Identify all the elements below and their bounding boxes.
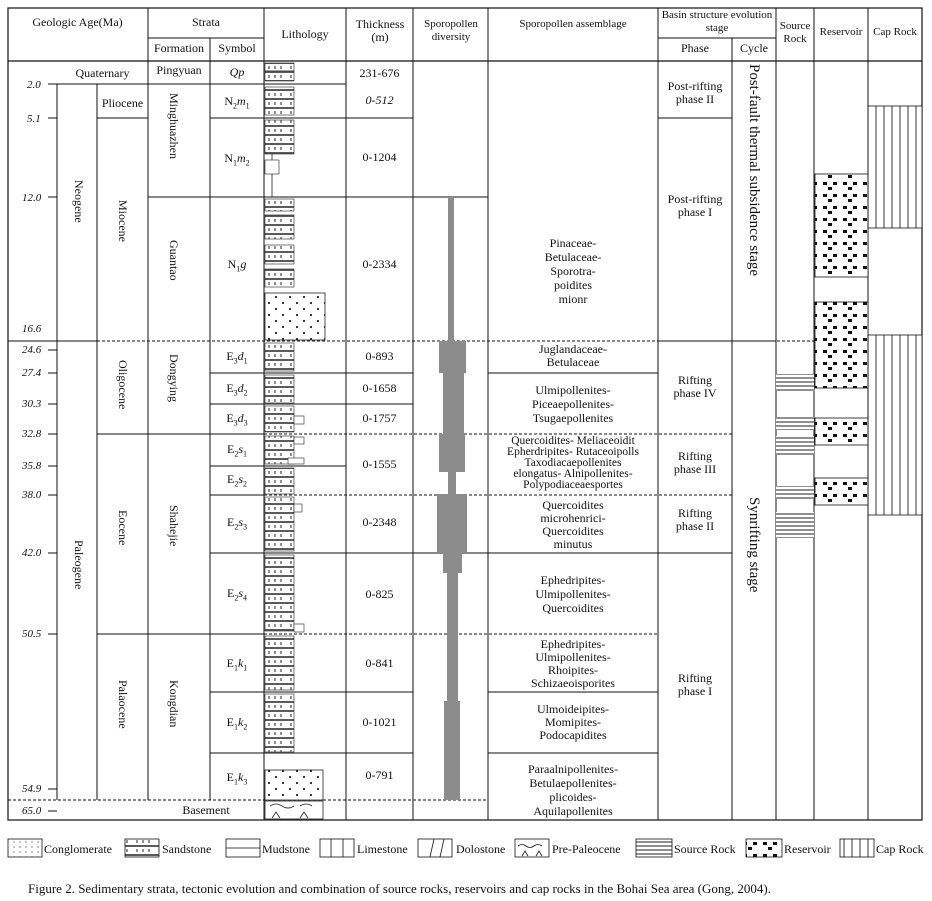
formation-minghuazhen: Minghuazhen <box>167 93 181 159</box>
age-label: 42.0 <box>22 547 42 559</box>
assemblage-e2s12: Quercoidites- Meliaceoidit Epherdripites- Rutaceoipolls Taxodiacaepollenites elongatus- Alnipollenites- Polypodiaceaesportes <box>507 435 639 491</box>
diversity-bars <box>437 197 467 800</box>
assemblage-e2s3: Quercoidites microhenrici- Quercoidites minutus <box>540 498 606 551</box>
thickness-value: 0-893 <box>365 349 394 363</box>
age-label: 24.6 <box>22 344 42 356</box>
thickness-value: 0-1204 <box>362 150 397 164</box>
symbol-n2m1: $N_2m_1$ <box>224 94 250 111</box>
age-label: 5.1 <box>27 113 41 125</box>
thickness-value: 0-2334 <box>362 257 397 271</box>
legend-conglomerate: Conglomerate <box>44 842 112 856</box>
header-lithology: Lithology <box>281 27 329 41</box>
assemblage-e3d23: Ulmipollenites- Piceaepollenites- Tsugaepollenites <box>532 383 614 425</box>
age-label: 27.4 <box>22 367 42 379</box>
formation-pingyuan: Pingyuan <box>156 63 202 77</box>
legend-prepaleocene: Pre-Paleocene <box>552 842 621 856</box>
assemblage-e1k1: Ephedripites- Ulmipollenites- Rhoipites- Schizaeoisporites <box>531 637 615 690</box>
symbol-e2s3: $E_2s_3$ <box>226 515 247 532</box>
legend-source-rock: Source Rock <box>674 842 736 856</box>
epoch-pliocene: Pliocene <box>101 96 144 110</box>
age-label: 32.8 <box>22 428 42 440</box>
phase-rift3: Rifting phase III <box>673 449 717 476</box>
period-paleogene: Paleogene <box>72 540 86 590</box>
phase-rift2: Rifting phase II <box>675 506 715 533</box>
header-source-rock: Source Rock <box>779 20 811 45</box>
thickness-value: 0-512 <box>365 93 394 107</box>
legend <box>8 839 874 857</box>
header-phase: Phase <box>681 41 709 55</box>
symbol-e1k3: $E_1k_3$ <box>226 770 248 787</box>
legend-cap-rock: Cap Rock <box>876 842 924 856</box>
symbol-n1g: $N_1g$ <box>227 257 247 274</box>
thickness-value: 0-1658 <box>362 381 397 395</box>
header-cycle: Cycle <box>740 41 768 55</box>
thickness-value: 0-841 <box>365 656 394 670</box>
thickness-value: 0-1555 <box>362 457 397 471</box>
symbol-e2s4: $E_2s_4$ <box>226 586 247 603</box>
cycle-post-fault: Post-fault thermal subsidence stage <box>746 64 762 277</box>
age-label: 65.0 <box>22 805 42 817</box>
age-label: 50.5 <box>22 628 42 640</box>
age-label: 54.9 <box>22 783 42 795</box>
figure-caption: Figure 2. Sedimentary strata, tectonic evolution and combination of source rocks, reservoirs and cap rocks in the Bohai Sea area (Gong, 2004). <box>28 881 771 896</box>
age-label: 30.3 <box>22 398 42 410</box>
age-label: 35.8 <box>22 460 42 472</box>
header-formation: Formation <box>154 41 204 55</box>
header-geologic-age: Geologic Age(Ma) <box>32 15 123 29</box>
period-quaternary: Quaternary <box>75 66 130 80</box>
symbol-e2s2: $E_2s_2$ <box>226 472 247 489</box>
cap-rock-column <box>868 106 922 515</box>
formation-dongying: Dongying <box>167 354 181 402</box>
symbol-e2s1: $E_2s_1$ <box>226 442 247 459</box>
thickness-value: 0-1757 <box>362 411 397 425</box>
thickness-value: 231-676 <box>359 66 400 80</box>
legend-reservoir: Reservoir <box>784 842 831 856</box>
thickness-value: 0-1021 <box>362 715 397 729</box>
thickness-value: 0-825 <box>365 587 394 601</box>
formation-guantao: Guantao <box>167 240 181 281</box>
header-reservoir: Reservoir <box>819 26 863 38</box>
epoch-oligocene: Oligocene <box>116 360 130 410</box>
age-label: 38.0 <box>22 489 42 501</box>
phase-post2: Post-rifting phase II <box>667 79 723 106</box>
age-label: 12.0 <box>22 192 42 204</box>
symbol-e1k2: $E_1k_2$ <box>226 715 248 732</box>
legend-mudstone: Mudstone <box>262 842 310 856</box>
thickness-value: 0-2348 <box>362 515 397 529</box>
epoch-miocene: Miocene <box>116 200 130 242</box>
thickness-value: 0-791 <box>365 768 394 782</box>
symbol-qp: Qp <box>229 65 245 79</box>
header-basin-stage: Basin structure evolution stage <box>661 9 773 34</box>
assemblage-guantao: Pinaceae- Betulaceae- Sporotra- poidites mionr <box>544 236 602 306</box>
legend-sandstone: Sandstone <box>162 842 212 856</box>
legend-dolostone: Dolostone <box>456 842 506 856</box>
assemblage-e1k3: Paraalnipollenites- Betulaepollenites- plicoides- Aquilapollenites <box>528 762 618 818</box>
source-rock-column <box>776 374 814 538</box>
phase-post1: Post-rifting phase I <box>667 192 723 219</box>
assemblage-e1k2: Ulmoideipites- Momipites- Podocapidites <box>537 702 609 742</box>
header-symbol: Symbol <box>218 41 256 55</box>
symbol-e3d1: $E_3d_1$ <box>226 349 248 366</box>
header-sporopollen-diversity: Sporopollen diversity <box>424 18 478 43</box>
epoch-eocene: Eocene <box>116 510 130 546</box>
header-sporopollen-assemblage: Sporopollen assemblage <box>519 18 627 30</box>
assemblage-e3d1: Juglandaceae- Betulaceae <box>539 342 607 369</box>
assemblage-e2s4: Ephedripites- Ulmipollenites- Quercoidites <box>535 573 611 615</box>
period-neogene: Neogene <box>72 180 86 223</box>
cycle-synrifting: Synrifting stage <box>746 497 762 593</box>
age-label: 16.6 <box>22 323 42 335</box>
age-label: 2.0 <box>27 79 41 91</box>
formation-shahejie: Shahejie <box>167 505 181 547</box>
header-thickness: Thickness (m) <box>355 17 405 44</box>
symbol-e3d2: $E_3d_2$ <box>226 381 248 398</box>
formation-kongdian: Kongdian <box>167 680 181 728</box>
epoch-palaocene: Palaocene <box>116 680 130 729</box>
phase-rift1: Rifting phase I <box>677 671 713 698</box>
legend-limestone: Limestone <box>357 842 408 856</box>
header-strata: Strata <box>192 15 220 29</box>
symbol-e1k1: $E_1k_1$ <box>226 656 248 673</box>
symbol-e3d3: $E_3d_3$ <box>226 411 248 428</box>
header-cap-rock: Cap Rock <box>873 26 917 38</box>
reservoir-column <box>815 174 868 505</box>
lithology-column <box>265 63 325 819</box>
phase-rift4: Rifting phase IV <box>673 373 717 400</box>
symbol-n1m2: $N_1m_2$ <box>224 151 250 168</box>
formation-basement: Basement <box>182 803 230 817</box>
